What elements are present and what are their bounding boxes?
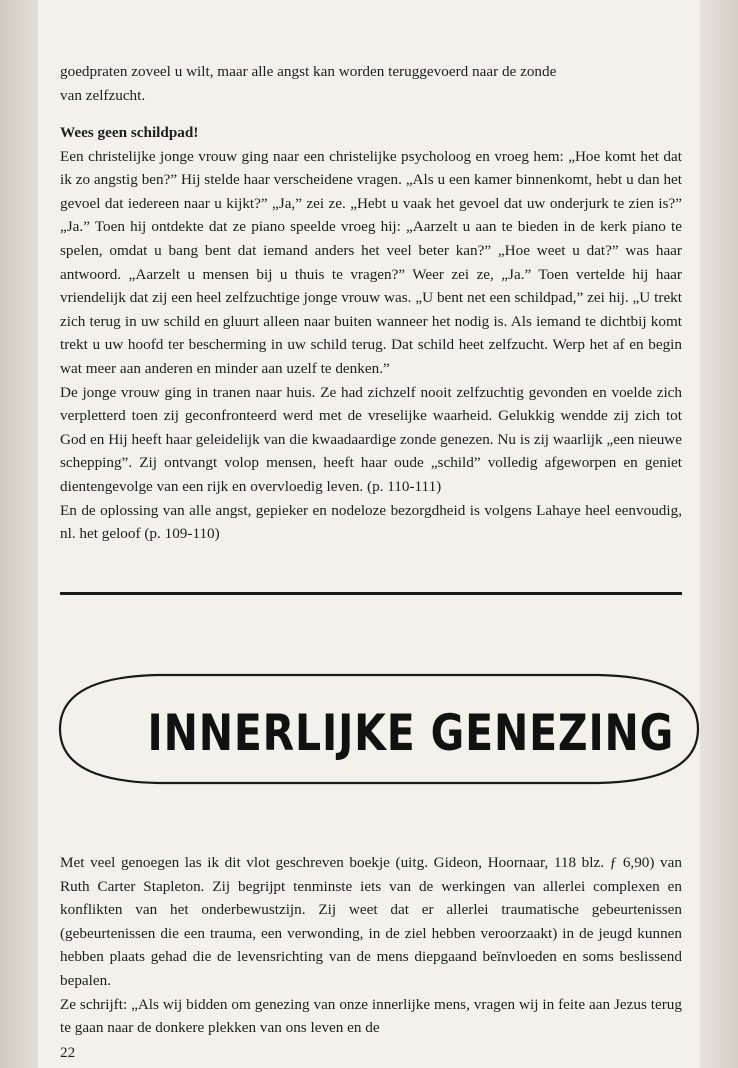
article-paragraph-1: Met veel genoegen las ik dit vlot geschreven boekje (uitg. Gideon, Hoornaar, 118 blz. ƒ 6,90) van Ruth Carter Stapleton. Zij begrijpt tenminste iets van de werkingen van allerlei complexen en konflikten van het onderbewustzijn. Zij weet dat er allerlei traumatische gebeurtenissen (gebeurtenissen die een trauma, een verwonding, in de ziel hebben veroorzaakt) in de jeugd kunnen hebben plaats gehad die de levensrichting van de mens diepgaand beïnvloeden en soms beslissend bepalen.: [60, 854, 682, 989]
section-schildpad: [60, 121, 682, 546]
page-number: 22: [60, 1044, 76, 1061]
section-paragraph-1: Een christelijke jonge vrouw ging naar een christelijke psycholoog en vroeg hem: „Hoe komt het dat ik zo angstig ben?” Hij stelde haar verscheidene vragen. „Als u een kamer binnenkomt, hebt u dan het gevoel dat iedereen naar u kijkt?” „Ja,” zei ze. „Hebt u vaak het gevoel dat uw onderjurk te zien is?” „Ja.” Toen hij ontdekte dat ze piano speelde vroeg hij: „Aarzelt u aan te bieden in de kerk piano te spelen, omdat u bang bent dat iemand anders het veel beter kan?” „Hoe weet u dat?” was haar antwoord. „Aarzelt u mensen bij u thuis te vragen?” Weer zei ze, „Ja.” Toen vertelde hij haar vriendelijk dat zij een heel zelfzuchtige jonge vrouw was. „U bent net een schildpad,” zei hij. „U trekt zich terug in uw schild en gluurt alleen naar buiten wanneer het nodig is. Als iemand te dichtbij komt trekt u uw hoofd ter bescherming in uw schild terug. Dat schild heet zelfzucht. Werp het af en begin wat meer aan anderen en minder aan uzelf te denken.”: [60, 147, 682, 377]
article-text: [60, 851, 682, 1040]
book-page: [38, 0, 700, 1068]
page-edge-right: [700, 0, 738, 1068]
article-paragraph-2: Ze schrijft: „Als wij bidden om genezing van onze innerlijke mens, vragen wij in feite aan Jezus terug te gaan naar de donkere plekken van ons leven en de: [60, 995, 682, 1037]
page-edge-left: [0, 0, 38, 1068]
section-paragraph-3: En de oplossing van alle angst, gepieker en nodeloze bezorgdheid is volgens Lahaye heel eenvoudig, nl. het geloof (p. 109-110): [60, 501, 682, 543]
banner-title: INNERLIJKE GENEZING: [147, 704, 675, 762]
section-divider: [60, 592, 682, 595]
top-paragraph-line-2: van zelfzucht.: [60, 86, 146, 104]
top-paragraph: [60, 60, 682, 107]
section-paragraph-2: De jonge vrouw ging in tranen naar huis. Ze had zichzelf nooit zelfzuchtig gevonden en voelde zich verpletterd toen zij geconfronteerd werd met de vreselijke waarheid. Gelukkig wendde zij zich tot God en Hij heeft haar geleidelijk van die kwaadaardige zonde genezen. Nu is zij waarlijk „een nieuwe schepping”. Zij ontvangt volop mensen, heeft haar oude „schild” volledig afgeworpen en geniet dientengevolge van een rijk en overvloedig leven. (p. 110-111): [60, 383, 682, 495]
section-heading: Wees geen schildpad!: [60, 124, 199, 141]
top-paragraph-line-1: goedpraten zoveel u wilt, maar alle angst kan worden teruggevoerd naar de zonde: [60, 63, 557, 80]
